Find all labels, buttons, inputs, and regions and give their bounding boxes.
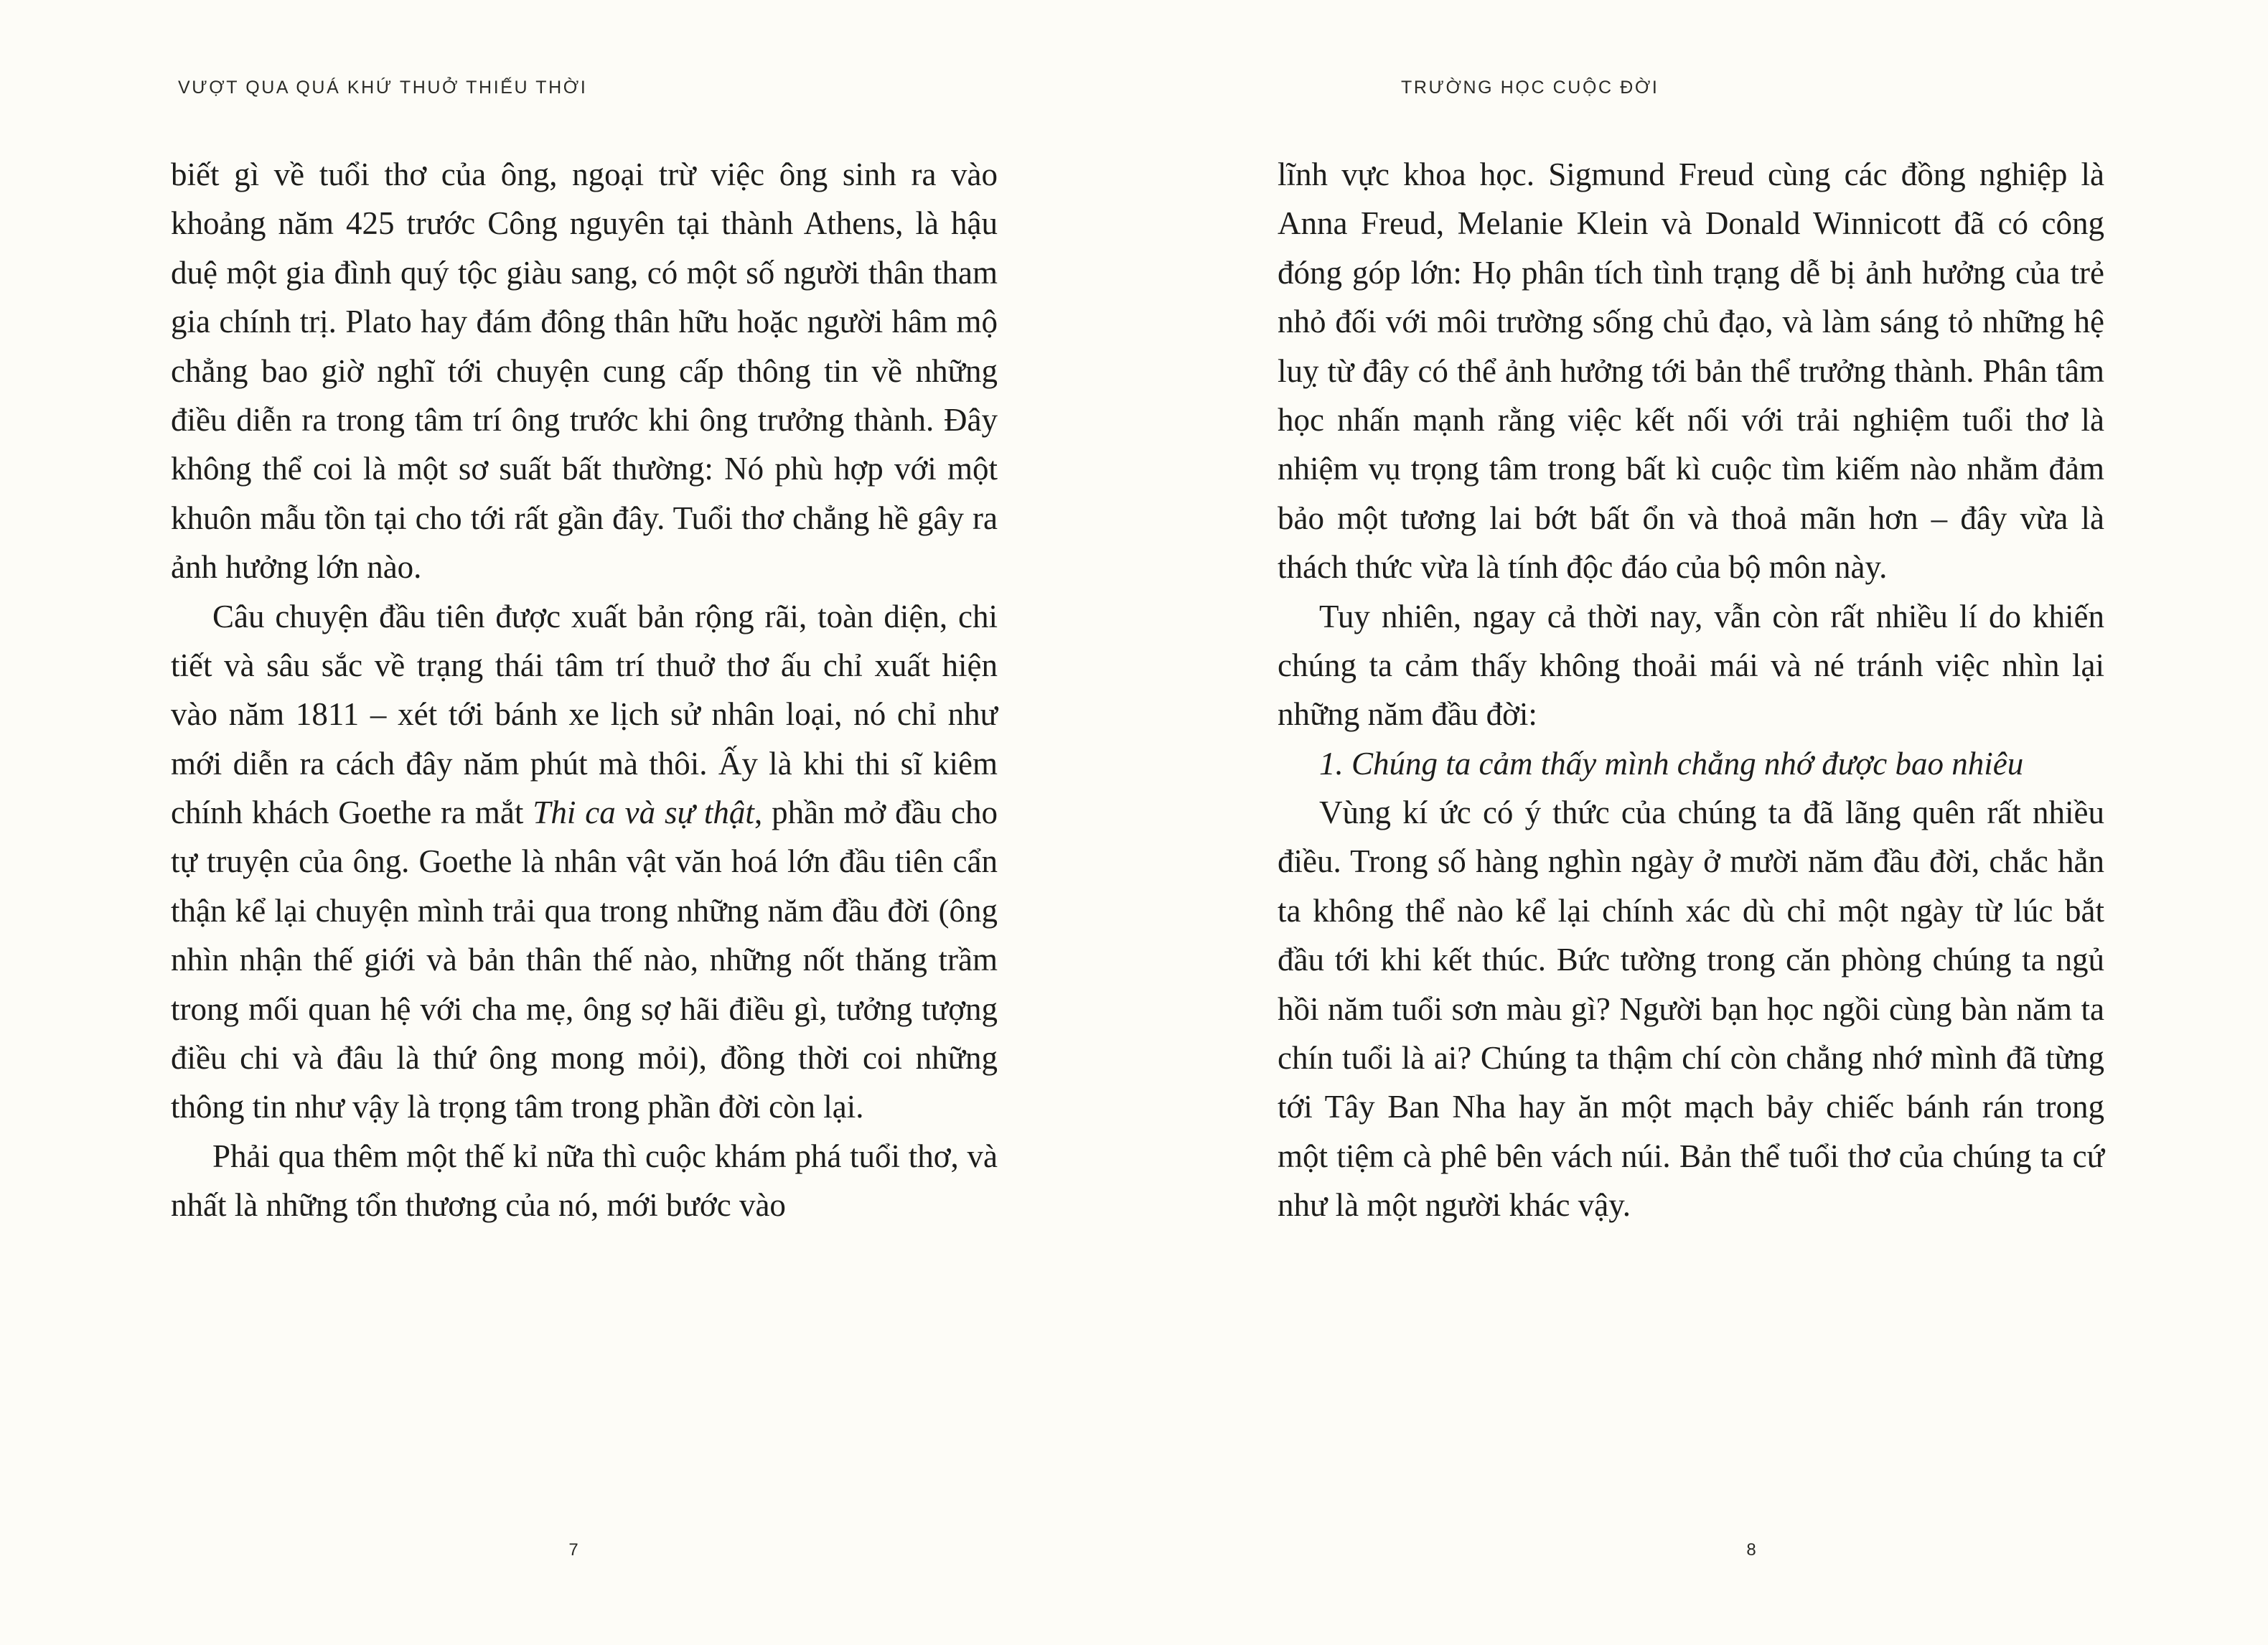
paragraph-with-title [171,592,998,1132]
paragraph-text-part2: , phần mở đầu cho tự truyện của ông. Goethe là nhân vật văn hoá lớn đầu tiên cẩn thận kể lại chuyện mình trải qua trong những năm đầu đời (ông nhìn nhận thế giới và bản thân thế nào, những nốt thăng trầm trong mối quan hệ với cha mẹ, ông sợ hãi điều gì, tưởng tượng điều chi và đâu là thứ ông mong mỏi), đồng thời coi những thông tin như vậy là trọng tâm trong phần đời còn lại. [171,795,998,1125]
paragraph: Phải qua thêm một thế kỉ nữa thì cuộc khám phá tuổi thơ, và nhất là những tổn thương của nó, mới bước vào [171,1138,998,1224]
paragraph: lĩnh vực khoa học. Sigmund Freud cùng các đồng nghiệp là Anna Freud, Melanie Klein và Donald Winnicott đã có công đóng góp lớn: Họ phân tích tình trạng dễ bị ảnh hưởng của trẻ nhỏ đối với môi trường sống chủ đạo, và làm sáng tỏ những hệ luỵ từ đây có thể ảnh hưởng tới bản thể trưởng thành. Phân tâm học nhấn mạnh rằng việc kết nối với trải nghiệm tuổi thơ là nhiệm vụ trọng tâm trong bất kì cuộc tìm kiếm nào nhằm đảm bảo một tương lai bớt bất ổn và thoả mãn hơn – đây vừa là thách thức vừa là tính độc đáo của bộ môn này. [1278,156,2104,586]
paragraph: biết gì về tuổi thơ của ông, ngoại trừ việc ông sinh ra vào khoảng năm 425 trước Công nguyên tại thành Athens, là hậu duệ một gia đình quý tộc giàu sang, có một số người thân tham gia chính trị. Plato hay đám đông thân hữu hoặc người hâm mộ chẳng bao giờ nghĩ tới chuyện cung cấp thông tin về những điều diễn ra trong tâm trí ông trước khi ông trưởng thành. Đây không thể coi là một sơ suất bất thường: Nó phù hợp với một khuôn mẫu tồn tại cho tới rất gần đây. Tuổi thơ chẳng hề gây ra ảnh hưởng lớn nào. [171,156,998,586]
book-title: Thi ca và sự thật [533,795,754,831]
running-head-right: TRƯỜNG HỌC CUỘC ĐỜI [1401,78,1659,98]
page-number-right: 8 [1746,1540,1756,1560]
page-number-left: 7 [568,1540,578,1560]
paragraph: Tuy nhiên, ngay cả thời nay, vẫn còn rất nhiều lí do khiến chúng ta cảm thấy không thoải mái và né tránh việc nhìn lại những năm đầu đời: [1278,598,2104,733]
running-head-left: VƯỢT QUA QUÁ KHỨ THUỞ THIẾU THỜI [178,78,588,98]
paragraph: Vùng kí ức có ý thức của chúng ta đã lãng quên rất nhiều điều. Trong số hàng nghìn ngày ở mười năm đầu đời, chắc hẳn ta không thể nào kể lại chính xác dù chỉ một ngày từ lúc bắt đầu tới khi kết thúc. Bức tường trong căn phòng chúng ta ngủ hồi năm tuổi sơn màu gì? Người bạn học ngồi cùng bàn năm ta chín tuổi là ai? Chúng ta thậm chí còn chẳng nhớ mình đã từng tới Tây Ban Nha hay ăn một mạch bảy chiếc bánh rán trong một tiệm cà phê bên vách núi. Bản thể tuổi thơ của chúng ta cứ như là một người khác vậy. [1278,795,2104,1224]
paragraph-text-part1: Câu chuyện đầu tiên được xuất bản rộng rãi, toàn diện, chi tiết và sâu sắc về trạng thái tâm trí thuở thơ ấu chỉ xuất hiện vào năm 1811 – xét tới bánh xe lịch sử nhân loại, nó chỉ như mới diễn ra cách đây năm phút mà thôi. Ấy là khi thi sĩ kiêm chính khách Goethe ra mắt [171,598,998,831]
page-right [1134,0,2268,1645]
body-text-left [171,150,998,1230]
section-subheading: 1. Chúng ta cảm thấy mình chẳng nhớ được bao nhiêu [1319,745,2024,782]
body-text-right [1278,150,2104,1230]
